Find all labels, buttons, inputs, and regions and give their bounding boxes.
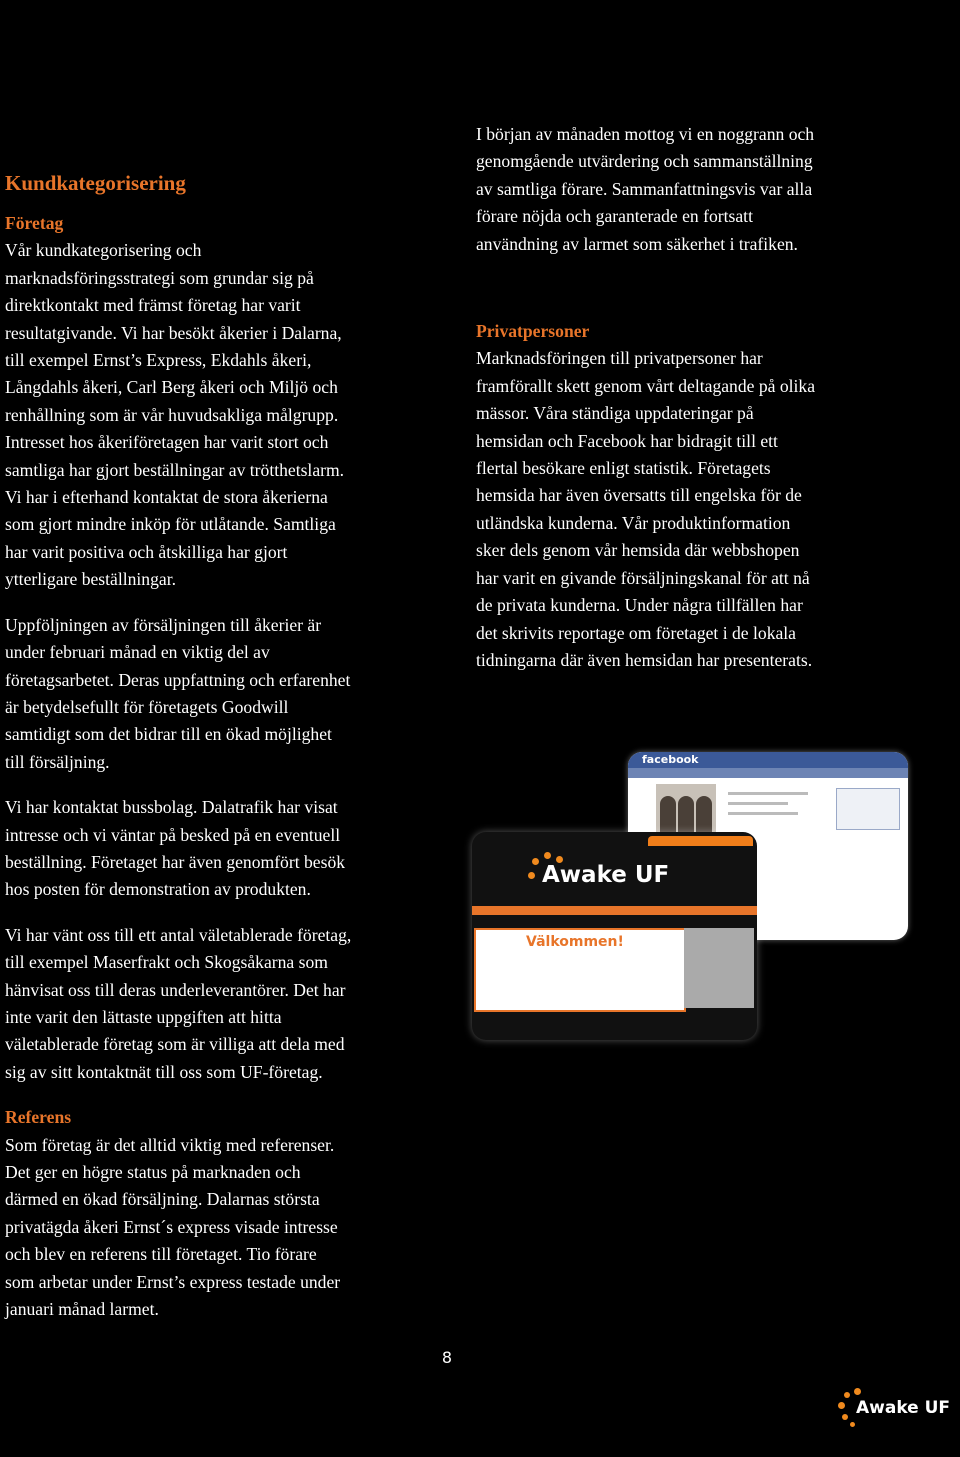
heading-referens: Referens	[5, 1107, 72, 1128]
site-photo	[684, 928, 754, 1008]
page-number: 8	[441, 1348, 453, 1367]
referens-paragraph: Som företag är det alltid viktig med referenser. Det ger en högre status på marknaden och därmed en ökad försäljning. Dalarnas största privatägda åkeri Ernst´s express visade intresse och blev en referens till företaget. Tio förare som arbetar under Ernst’s express testade under januari månad larmet.	[5, 1134, 341, 1320]
intro-paragraph: I början av månaden mottog vi en noggrann och genomgående utvärdering och sammanställning av samtliga förare. Sammanfattningsvis var alla förare nöjda och garanterade en fortsatt användning av larmet som säkerhet i trafiken.	[476, 124, 815, 254]
site-navbar	[472, 906, 757, 915]
section-title: Kundkategorisering	[5, 171, 186, 195]
facebook-header: facebook	[628, 752, 908, 768]
left-column	[5, 168, 425, 1323]
heading-foretag: Företag	[5, 213, 64, 233]
foretag-paragraph-2: Uppföljningen av försäljningen till åkerier är under februari månad en viktig del av företagsarbetet. Deras uppfattning och erfarenhet är betydelsefullt för företagets Goodwill samtidigt som det bidrar till en ökad möjlighet till försäljning.	[5, 614, 351, 772]
logo-text: Awake UF	[856, 1398, 951, 1418]
site-logo: Awake UF	[542, 862, 670, 888]
site-welcome-panel	[474, 928, 686, 1012]
foretag-paragraph-4: Vi har vänt oss till ett antal väletablerade företag, till exempel Maserfrakt och Skogsåkarna som hänvisat oss till deras underleverantörer. Det har inte varit den lättaste uppgiften att hitta väletablerade företag som är villiga att dela med sig av sitt kontaktnät till oss som UF-företag.	[5, 924, 352, 1082]
website-screenshot	[472, 832, 757, 1040]
foretag-paragraph-3: Vi har kontaktat bussbolag. Dalatrafik har visat intresse och vi väntar på besked på en eventuell beställning. Företaget har även genomfört besök hos posten för demonstration av produkten.	[5, 797, 346, 900]
foretag-paragraph-1: Vår kundkategorisering och marknadsföringsstrategi som grundar sig på direktkontakt med främst företag har varit resultatgivande. Vi har besökt åkerier i Dalarna, till exempel Ernst’s Express, Ekdahls åkeri, Långdahls åkeri, Carl Berg åkeri och Miljö och renhållning som är vår huvudsakliga målgrupp. Intresset hos åkeriföretagen har varit stort och samtliga har gjort beställningar av trötthetslarm. Vi har i efterhand kontaktat de stora åkerierna som gjort mindre inköp för utlåtande. Samtliga har varit positiva och åtskilliga har gjort ytterligare beställningar.	[5, 240, 345, 590]
awake-uf-logo	[838, 1388, 951, 1430]
right-column	[476, 121, 896, 674]
heading-privatpersoner: Privatpersoner	[476, 321, 590, 342]
privat-paragraph: Marknadsföringen till privatpersoner har framförallt skett genom vårt deltagande på olika mässor. Våra ständiga uppdateringar på hemsidan och Facebook har bidragit till ett flertal besökare enligt statistik. Företagets hemsida har även översatts till engelska för de utländska kunderna. Vår produktinformation sker dels genom vår hemsida där webbshopen har varit en givande försäljningskanal för att nå de privata kunderna. Under några tillfällen har det skrivits reportage om företaget i de lokala tidningarna där även hemsidan har presenterats.	[476, 348, 816, 670]
facebook-sidebar-box	[836, 788, 900, 830]
welcome-text: Välkommen!	[526, 934, 624, 950]
